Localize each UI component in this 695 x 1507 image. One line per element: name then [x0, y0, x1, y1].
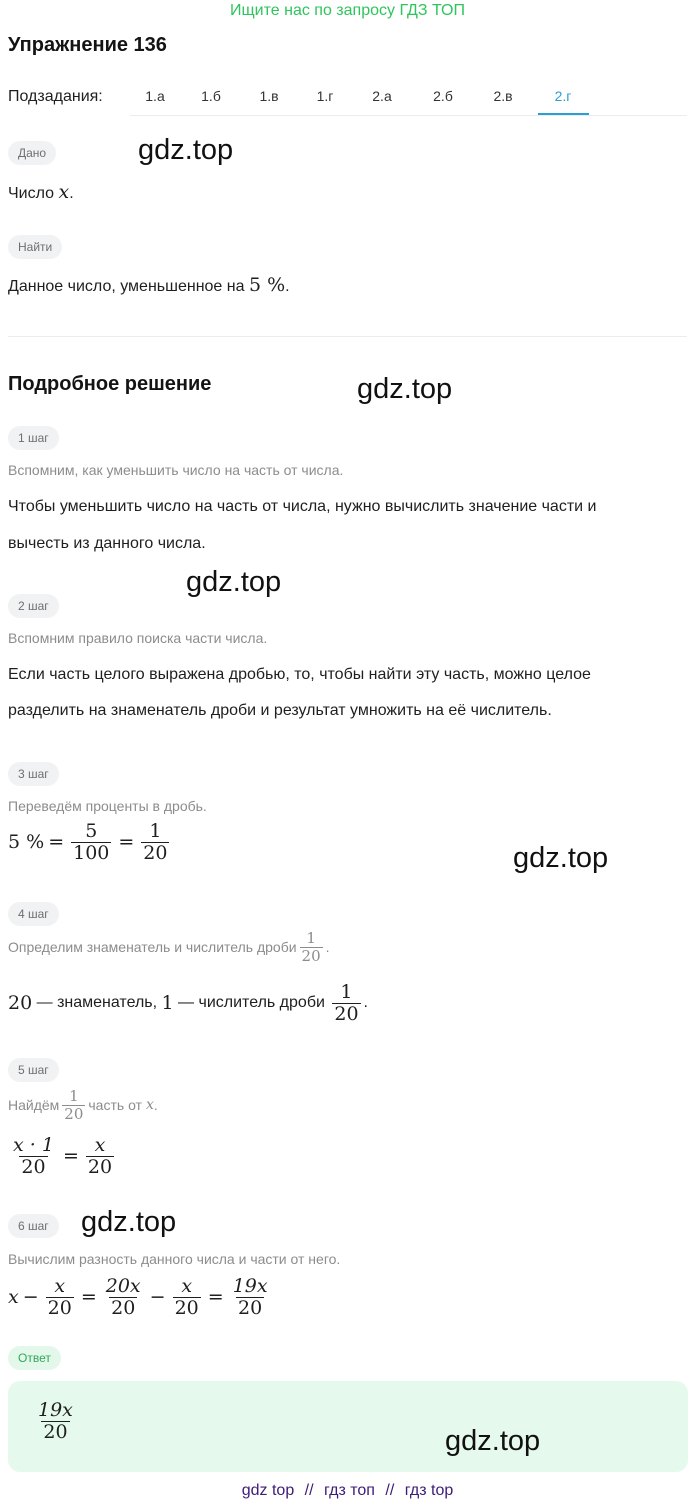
step-6-badge: 6 шаг: [8, 1214, 59, 1238]
given-dot: .: [69, 185, 74, 202]
tab-2g-active[interactable]: 2.г: [554, 88, 572, 104]
subtasks-label: Подзадания:: [8, 88, 103, 105]
footer-separator: //: [385, 1482, 395, 1499]
find-percent: 5 %: [248, 274, 286, 296]
fraction: [141, 821, 169, 864]
step-1-line-2: вычесть из данного числа.: [8, 535, 206, 552]
denominator: 20: [334, 1002, 359, 1025]
step-5-hint-post: часть от: [88, 1097, 142, 1113]
answer-badge: Ответ: [8, 1346, 61, 1370]
equals-sign: =: [80, 1286, 97, 1309]
step-6-formula: [8, 1276, 273, 1319]
fraction: [11, 1135, 56, 1178]
denominator: 20: [174, 1296, 199, 1319]
given-badge: Дано: [8, 141, 56, 165]
denominator: 20: [238, 1296, 263, 1319]
fraction: [71, 821, 111, 864]
step-2-hint: Вспомним правило поиска части числа.: [8, 630, 268, 646]
minus-sign: −: [22, 1286, 39, 1309]
search-banner[interactable]: Ищите нас по запросу ГДЗ ТОП: [230, 2, 465, 19]
fraction: [46, 1276, 74, 1319]
step-2-badge: 2 шаг: [8, 594, 59, 618]
numerator: x: [54, 1275, 66, 1297]
section-divider: [8, 336, 687, 337]
tabs-divider: [130, 115, 687, 116]
numerator: 20x: [105, 1275, 141, 1297]
hint-dot: .: [325, 939, 330, 955]
denominator: 20: [43, 1420, 68, 1443]
step-3-hint: Переведём проценты в дробь.: [8, 798, 207, 814]
numerator: 1: [149, 820, 162, 842]
watermark: gdz.top: [186, 566, 282, 598]
answer-formula: [33, 1400, 78, 1443]
equals-sign: =: [62, 1145, 79, 1168]
given-text: [8, 174, 74, 212]
given-variable: x: [58, 181, 70, 203]
step-4-badge: 4 шаг: [8, 902, 59, 926]
denominator-value: 20: [8, 992, 33, 1015]
numerator: 1: [306, 929, 316, 947]
equals-sign: =: [207, 1286, 224, 1309]
find-badge: Найти: [8, 235, 62, 259]
tab-1a[interactable]: 1.а: [145, 88, 165, 104]
numerator: 5: [85, 820, 98, 842]
step-6-hint: Вычислим разность данного числа и части от него.: [8, 1251, 341, 1267]
fraction: [300, 930, 323, 964]
step-5-badge: 5 шаг: [8, 1058, 59, 1082]
fraction: [332, 982, 360, 1025]
step-3-badge: 3 шаг: [8, 762, 59, 786]
numerator: 1: [340, 981, 353, 1003]
step-5-formula: [8, 1135, 117, 1178]
footer-link-gdz-top-ru[interactable]: гдз топ: [324, 1482, 375, 1499]
numerator-label: — числитель дроби: [173, 994, 330, 1012]
watermark: gdz.top: [513, 842, 609, 874]
watermark: gdz.top: [138, 134, 234, 166]
step-1-hint: Вспомним, как уменьшить число на часть от числа.: [8, 462, 344, 478]
numerator: 1: [69, 1087, 79, 1105]
find-dot: .: [285, 278, 290, 295]
active-tab-indicator: [538, 113, 589, 115]
footer-links: [0, 1482, 695, 1500]
numerator-value: 1: [161, 992, 174, 1015]
given-label: Число: [8, 185, 55, 202]
tab-2b[interactable]: 2.б: [433, 88, 453, 104]
tab-1g[interactable]: 1.г: [316, 88, 334, 104]
tab-1b[interactable]: 1.б: [201, 88, 221, 104]
find-label: Данное число, уменьшенное на: [8, 278, 245, 295]
denominator: 20: [64, 1104, 84, 1123]
fraction: [86, 1135, 114, 1178]
watermark: gdz.top: [81, 1206, 177, 1238]
tab-2v[interactable]: 2.в: [493, 88, 513, 104]
fraction: [231, 1276, 270, 1319]
find-text: [8, 267, 290, 305]
numerator: x: [94, 1134, 106, 1156]
step-5-hint-pre: Найдём: [8, 1097, 60, 1113]
numerator: 19x: [232, 1275, 268, 1297]
fraction: [36, 1400, 75, 1443]
equals-sign: =: [118, 831, 135, 854]
step-5-hint: [8, 1088, 158, 1122]
footer-link-gdz-top-mixed[interactable]: гдз top: [404, 1482, 454, 1499]
page-title: Упражнение 136: [8, 34, 167, 56]
hint-variable: x: [145, 1097, 154, 1113]
fraction: [62, 1088, 85, 1122]
footer-separator: //: [304, 1482, 314, 1499]
denominator: 100: [73, 841, 110, 864]
step-2-line-1: Если часть целого выражена дробью, то, чтобы найти эту часть, можно целое: [8, 666, 591, 683]
step-4-hint: [8, 930, 330, 964]
numerator: 19x: [38, 1399, 73, 1421]
formula-percent: 5 %: [8, 831, 45, 854]
denominator-label: — знаменатель,: [32, 994, 162, 1012]
fraction: [104, 1276, 143, 1319]
hint-dot: .: [153, 1097, 158, 1113]
step-4-hint-text: Определим знаменатель и числитель дроби: [8, 939, 297, 955]
denominator: 20: [111, 1296, 136, 1319]
denominator: 20: [143, 841, 168, 864]
step-3-formula: [8, 821, 172, 864]
solution-heading: Подробное решение: [8, 373, 212, 395]
variable-x: x: [8, 1286, 19, 1309]
denominator: 20: [87, 1155, 113, 1178]
fraction: [173, 1276, 201, 1319]
watermark: gdz.top: [357, 373, 453, 405]
footer-link-gdz-top[interactable]: gdz top: [241, 1482, 295, 1499]
watermark: gdz.top: [445, 1425, 541, 1457]
numerator: x · 1: [13, 1134, 54, 1156]
equals-sign: =: [48, 831, 65, 854]
denominator: 20: [301, 946, 321, 965]
tab-1v[interactable]: 1.в: [259, 88, 279, 104]
step-1-badge: 1 шаг: [8, 426, 59, 450]
step-4-result: [8, 982, 368, 1025]
denominator: 20: [21, 1155, 46, 1178]
step-1-line-1: Чтобы уменьшить число на часть от числа, нужно вычислить значение части и: [8, 498, 597, 515]
step-2-line-2: разделить на знаменатель дроби и результат умножить на её числитель.: [8, 702, 552, 719]
denominator: 20: [47, 1296, 72, 1319]
tab-2a[interactable]: 2.а: [372, 88, 392, 104]
minus-sign: −: [149, 1286, 166, 1309]
result-dot: .: [363, 994, 368, 1012]
answer-box: [8, 1381, 688, 1472]
numerator: x: [181, 1275, 193, 1297]
